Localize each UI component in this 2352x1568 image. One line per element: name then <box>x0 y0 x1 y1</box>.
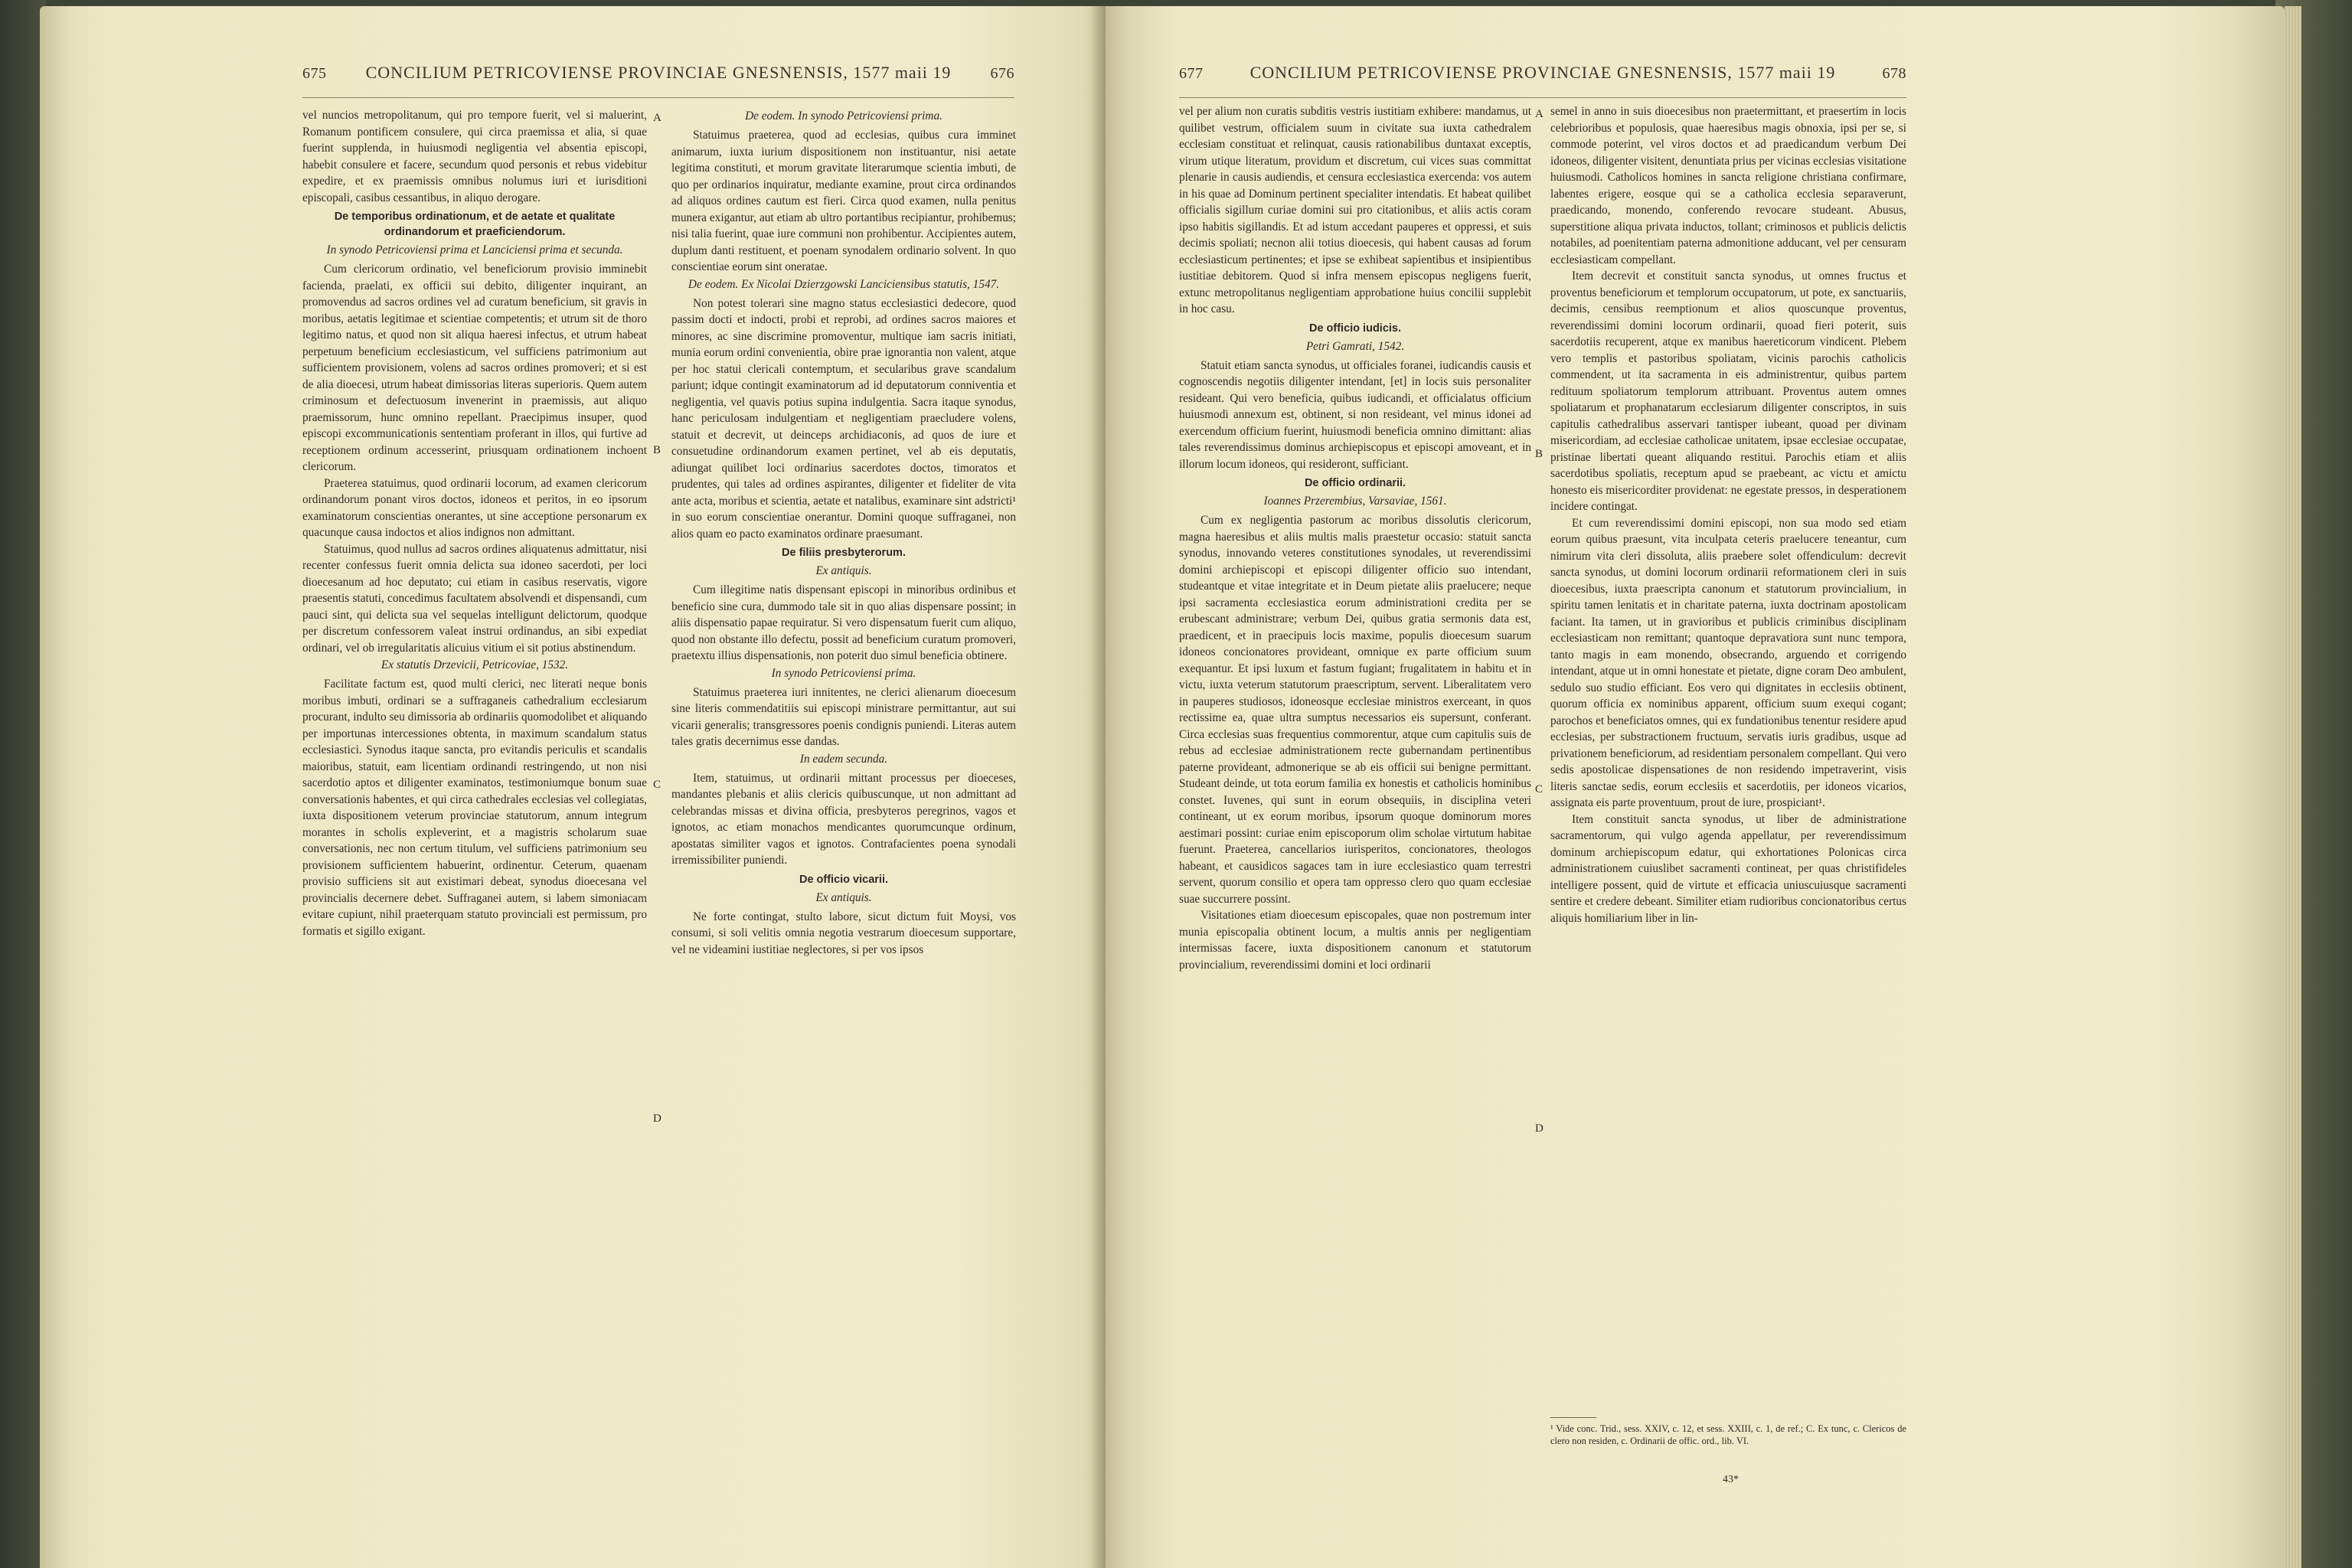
paragraph: Statuimus praeterea iuri innitentes, ne clerici alienarum dioecesum sine literis commendatitiis sui episcopi ministrare permittantur, aut sui vicarii generalis; transgressores poenis condignis puniendi. Literas autem tales gratis decernimus esse dandas. <box>671 685 1016 748</box>
paragraph: Statuimus, quod nullus ad sacros ordines aliquatenus admittatur, nisi recenter confessus fuerit omnia delicta sua idoneo sacerdoti, per loci dioecesanum ad hoc deputato; cui etiam in casibus reservatis, vigore praesentis statuti, concedimus facultatem absolvendi et dispensandi, cum pauci sint, qui delicta sua vel sequelas intelligunt delictorum, quodque per discretum confessorem valeat instrui ordinandus, an sibi expediat ordinari, vel ob irregularitatis alicuius vitium ei sit potius abstinendum. <box>302 542 647 655</box>
paragraph: vel nuncios metropolitanum, qui pro tempore fuerit, vel si maluerint, Romanum pontificem consulere, qui circa praemissa et alia, si quae fuerint supplenda, in huiusmodi negligentia vel absentia episcopi, habebit consulere et facere, secundum quod personis et rebus videbitur expedire, et ex praemissis omnibus nolumus iuri et iurisditioni episcopali, casibus cessantibus, in aliquo derogare. <box>302 109 647 204</box>
section-heading: De temporibus ordinationum, et de aetate et qualitate ordinandorum et praeficiendorum. <box>334 211 616 238</box>
right-page-header <box>1179 63 1906 93</box>
paragraph: Ne forte contingat, stulto labore, sicut dictum fuit Moysi, vos consumi, si soli velitis omnia negotia vestrarum dioecesum supportare, vel ne videamini iustitiae neglectores, si per vos ipsos <box>671 910 1016 956</box>
margin-letter-d-right: D <box>1535 1122 1544 1135</box>
page-edges <box>2285 6 2301 1568</box>
paragraph: Item decrevit et constituit sancta synodus, ut omnes fructus et proventus beneficiorum et templorum occupatorum, ut pote, ex sanctuariis, decimis, censibus reemptionum et alios quoscunque proventus, reverendissimi domini locorum ordinarii, quoad fieri poterit, suis sacerdotiis recuperent, atque ex manibus haereticorum vindicent. Plebem vero templis et pastoribus spoliatam, vicinis parochis catholicis commendent, ut ita sacramenta in eis administrentur, quibus partem redituum spoliatorum templorum attribuant. Proventus autem omnes spoliatarum et prophanatarum ecclesiarum diligenter conscriptos, in suis capitulis cathedralibus asservari tantisper iubeant, quoad per divinam misericordiam, ad ecclesiae catholicae unitatem, ipsae ecclesiae occupatae, pristinae libertati queant aliquando restitui. Parochis etiam et aliis sacerdotibus spoliatis, receptum apud se praebeant, ac victu et amictu honesto eis misericorditer providenat: ne egestate pressos, in desperationem incidere contingat. <box>1550 270 1906 513</box>
source-citation: Ex antiquis. <box>815 890 872 904</box>
source-citation: Ioannes Przerembius, Varsaviae, 1561. <box>1263 495 1447 508</box>
left-page-column-a <box>302 107 647 1470</box>
source-citation: In synodo Petricoviensi prima et Lanciciensi prima et secunda. <box>326 243 623 256</box>
paragraph: Cum clericorum ordinatio, vel beneficiorum provisio imminebit facienda, praelati, ex officii sui debito, diligenter inquirant, an promovendus ad sacros ordines vel ad curatum beneficium, sit gravis in moribus, aetatis legitimae et scientiae competentis; et utrum sit de thoro legitimo natus, et quod non sit aliqua haeresi infectus, et utrum habeat perpetuum beneficium ecclesiasticum, vel sufficiens patrimonium aut sufficientem provisionem, volens ad sacros ordines promoveri; et si est de alia dioecesi, utrum habeat dimissorias literas superioris. Quem autem criminosum et defectuosum invenerint in praemissis, aut aliquo praemissorum, hunc omnino repellant. Praecipimus insuper, quod episcopi excommunicationis sententiam proferant in illos, qui furtive ad receptionem ordinum accesserint, priusquam ordinationem inchoent clericorum. <box>302 263 647 473</box>
footnote: ¹ Vide conc. Trid., sess. XXIV, c. 12, et sess. XXIII, c. 1, de ref.; C. Ex tunc, c. Clericos de clero non residen, c. Ordinarii de offic. ord., lib. VI. <box>1550 1423 1906 1446</box>
signature-mark: 43* <box>1723 1474 1739 1485</box>
paragraph: Facilitate factum est, quod multi clerici, nec literati neque bonis moribus imbuti, ordinari se a suffraganeis cathedralium ecclesiarum procurant, indulto seu dimissoria ab ordinariis quomodolibet et aliquando per importunas intercessiones obtenta, in maximum scandalum status ecclesiastici. Synodus itaque sancta, pro evitandis periculis et scandalis maioribus, statuit, eam licentiam ordinandi restringendo, ut non nisi sacerdotio aptos et diligenter examinatos, testimoniumque bonum suae conversationis habentes, et qui circa cathedrales ecclesias vel collegiatas, iuxta dispositionem veterum provinciae statutorum, annum integrum morantes in scholis expleverint, et a magistris scholarum suae conversationis, nec non certum titulum, vel sufficiens patrimonium seu provisionem sufficientem habuerint, ordinentur. Ceterum, quaenam provisio sufficiens sit aut existimari debeat, synodus dioecesana vel provincialis decernere debet. Suffraganei autem, si labem simoniacam evitare cupiunt, nihil praeterquam statuto provinciali est permissum, pro formatis et sigillo exigant. <box>302 678 647 938</box>
right-page-column-b <box>1550 103 1906 1405</box>
margin-letter-c-right: C <box>1535 783 1544 795</box>
paragraph: Visitationes etiam dioecesum episcopales, quae non postremum inter munia episcopalia obtinent locum, a multis annis per negligentiam intermissas facere, iuxta dispositionem canonum et statutorum provincialium, reverendissimi domini et loci ordinarii <box>1179 909 1531 972</box>
paragraph: Item constituit sancta synodus, ut liber de administratione sacramentorum, qui vulgo agenda appellatur, per reverendissimum dominum archiepiscopum edatur, qui exhortationes Polonicas circa administrationem cuiuslibet sacramenti contineat, per quas christifideles intelligere possent, quid de virtute et efficacia uniuscuiusque sacramenti sentire et credere debeant. Similiter etiam rudioribus concionatoribus certus aliquis homiliarium liber in lin- <box>1550 812 1906 925</box>
page-number-677: 677 <box>1179 65 1204 82</box>
page-number-678: 678 <box>1882 65 1906 82</box>
source-citation: De eodem. Ex Nicolai Dzierzgowski Lanciciensibus statutis, 1547. <box>688 277 1000 291</box>
paragraph: Et cum reverendissimi domini episcopi, non sua modo sed etiam eorum quibus praesunt, vita inculpata ceteris praelucere teneantur, cum nimirum vita cleri dissoluta, aliis praebere solet offendiculum: decrevit sancta synodus, ut domini locorum ordinarii reformationem cleri in suis dioecesibus, iuxta praescripta canonum et statutorum provincialium, in spiritu tamen lenitatis et in charitate paterna, iuxta doctrinam apostolicam faciant. Ita tamen, ut in gravioribus et publicis criminibus disciplinam ecclesiasticam non remittant; quantoque depravatiora sunt nunc tempora, tanto magis in eam monendo, obsecrando, arguendo et corrigendo intendant, atque ut in omni honestate et pietate, digne coram Deo ambulent, sedulo suo studio efficiant. Eos vero qui dignitates in ecclesiis obtinent, quorum officia ex nominibus apparent, officium suum exequi cogant; parochos et beneficiatos omnes, qui ex fundationibus tenentur residere apud ecclesias, per substractionem fructuum, servatis iuris gradibus, usque ad privationem beneficiorum, ad residentiam personalem compellant. Qui vero sedis apostolicae dispensationes de non residendo impetraverint, visis literis sanctae sedis, eorum ecclesiis et sacerdotiis, per idoneos vicarios, assignata eis parte proventuum, prout de iure, prospiciant¹. <box>1550 516 1906 809</box>
paragraph: Statuit etiam sancta synodus, ut officiales foranei, iudicandis causis et cognoscendis negotiis diligenter intendant, [et] in locis suis personaliter resideant. Qui vero beneficia, quibus iudicandi, et officialatus officium huiusmodi annexum est, obtinent, si non resideant, vel minus idonei ad exercendum officium fuerint, huiusmodi beneficia omnino dimittant: alias tales reverendissimus dominus archiepiscopus et episcopi amoveant, et in illorum locum idoneos, qui resideront, sufficiant. <box>1179 358 1531 471</box>
paragraph: Item, statuimus, ut ordinarii mittant processus per dioeceses, mandantes plebanis et aliis clericis quibuscunque, ut non admittant ad celebrandas missas et divina officia, presbyteros peregrinos, vagos et ignotos, ac etiam monachos mendicantes quorumcunque ordinum, apostatas similiter vagos et ignotos. Contrafacientes poena synodali irremissibiliter puniendi. <box>671 771 1016 867</box>
section-heading: De officio iudicis. <box>1308 322 1402 335</box>
section-heading: De filiis presbyterorum. <box>782 547 906 559</box>
footnote-block <box>1550 1413 1906 1459</box>
page-number-675: 675 <box>302 65 327 82</box>
page-number-676: 676 <box>990 65 1014 82</box>
margin-letter-a-right: A <box>1535 108 1544 120</box>
margin-letter-c-left: C <box>653 779 662 791</box>
source-citation: In synodo Petricoviensi prima. <box>771 666 916 680</box>
left-page-header <box>302 63 1014 93</box>
margin-letter-d-left: D <box>653 1112 662 1125</box>
left-page-column-b <box>671 107 1016 1470</box>
margin-letter-b-left: B <box>653 444 662 456</box>
running-title-right: CONCILIUM PETRICOVIENSE PROVINCIAE GNESNENSIS, 1577 maii 19 <box>1250 63 1836 82</box>
source-citation: Ex antiquis. <box>815 564 872 577</box>
source-citation: Petri Gamrati, 1542. <box>1305 339 1405 353</box>
section-heading: De officio ordinarii. <box>1304 477 1406 489</box>
margin-letter-b-right: B <box>1535 448 1544 460</box>
paragraph: Cum illegitime natis dispensant episcopi in minoribus ordinibus et beneficio sine cura, dummodo tale sit in quo alias dispensare possint; in aliis dispensatio papae requiratur. Si vero dispensatum fuerit cum aliquo, quod non obstante illo defectu, possit ad beneficium curatum promoveri, praetextu illius dispensationis, non poterit duo simul beneficia obtinere. <box>671 583 1016 662</box>
paragraph: vel per alium non curatis subditis vestris iustitiam exhibere: mandamus, ut quilibet vestrum, officialem suum in civitate sua iuxta cathedralem ecclesiam constituat et relinquat, causis rationabilibus duntaxat exceptis, virum utique literatum, providum et discretum, cui vices suas committat plenarie in causis audiendis, et censura ecclesiastica exercenda: vos autem in his quae ad Dominum pertinent specialiter intendatis. Et habeat quilibet officialis sigillum curiae domini sui pro citationibus, et aliis actis coram ipso habitis sigillandis. Et ad istum accedant pauperes et oppressi, et suis decimis spoliati; necnon alii totius dioecesis, qui habent causas ad forum ecclesiasticum pertinentes; et ipse se exhibeat sapientibus et insipientibus iustitiae debitorem. Quod si infra mensem episcopus negligens fuerit, extunc metropolitanus negligentiam approbatione huius concilii supplebit in hoc casu. <box>1179 105 1531 315</box>
paragraph: Non potest tolerari sine magno status ecclesiastici dedecore, quod passim docti et indocti, probi et reprobi, ad ordines sacros maiores et minores, ac sine discrimine promoventur, multique iam sacris initiati, munia eorum ordini convenientia, obire prae ignorantia non valent, atque per hoc statui clericali contemptum, et secularibus grave scandalum pariunt; idque contingit examinatorum ad id deputatorum conniventia et negligentia, vel quavis potius supina indulgentia. Sacra itaque synodus, hanc periculosam indulgentiam et negligentiam praecludere volens, statuit et decrevit, ut deinceps archidiaconis, ad quos de iure et consuetudine ordinandorum examen pertinet, vel ab eis deputatis, adiungat quilibet loci ordinarius sacerdotes doctos, timoratos et prudentes, qui tales ad ordines aspirantes, diligenter et fideliter de vita ante acta, moribus et scientia, aetate et natalibus, examinare sint adstricti¹ in suo eorum conscientiae onerantur. Domini quoque suffraganei, non alios quam eo pacto examinatos ordinare praesumant. <box>671 296 1016 541</box>
right-page-column-a <box>1179 103 1531 1481</box>
running-title-left: CONCILIUM PETRICOVIENSE PROVINCIAE GNESNENSIS, 1577 maii 19 <box>365 63 952 82</box>
paragraph: Praeterea statuimus, quod ordinarii locorum, ad examen clericorum ordinandorum ponant viros doctos, idoneos et peritos, in eo ipsorum examinatorum conscientias onerantes, ut sine acceptione personarum ex quacunque causa indoctos et alios indignos non admittant. <box>302 476 647 539</box>
source-citation: In eadem secunda. <box>799 752 888 766</box>
source-citation: De eodem. In synodo Petricoviensi prima. <box>745 109 942 122</box>
paragraph: semel in anno in suis dioecesibus non praetermittant, et praesertim in locis celebrioribus et populosis, quae haeresibus magis obnoxia, ipsi per se, si commode poterint, vel viros doctos et ad praedicandum verbum Dei idoneos, diligenter visitent, denuntiata prius per vicinas ecclesias visitatione huiusmodi. Catholicos homines in sancta religione christiana confirmare, labentes erigere, eosque qui se a catholica ecclesia separaverunt, praedicando, monendo, conferendo revocare studeant. Abusus, superstitione aliqua privata inductos, tollant; criminosos et publicis delictis notabiles, ad poenitentiam paterna admonitione adducant, vel per censuram ecclesiasticam compellant. <box>1550 105 1906 266</box>
margin-letter-a-left: A <box>653 112 662 124</box>
paragraph: Statuimus praeterea, quod ad ecclesias, quibus cura imminet animarum, iuxta iurium dispositionem non instituantur, nisi aetate legitima constituti, et morum gravitate literarumque scientia imbuti, de quo per ordinarios inquiratur, mediante examine, prout circa ordinandos ad aliquos ordines cautum est fieri. Circa quod examen, nulla penitus munera exigantur, aut etiam ab ultro portantibus recipiantur, prohibemus; nisi talia fuerint, quae iure communi non prohibentur. Accipientes autem, duplum danti restituent, et poenam synodalem ordinario solvent. In quo conscientiae eorum sint oneratae. <box>671 129 1016 273</box>
paragraph: Cum ex negligentia pastorum ac moribus dissolutis clericorum, magna haeresibus et aliis multis malis praestetur occasio: statuit sancta synodus, innovando veteres constitutiones synodales, ut reverendissimi domini archiepiscopi et episcopi diligenter officio suo intendant, studeantque et vitae integritate et in Deum pietate aliis praelucere; neque ipsi sacramenta ecclesiastica eorum administrationi credita per se erubescant administrare; verbum Dei, quibus gratia sermonis data est, praedicent, et in praecipuis locis maxime, populis dioecesum suarum idoneos concionatores provideant, omnique ex parte officium suum exequantur. Et ipsi luxum et fastum fugiant; frugalitatem in habitu et in victu, iuxta veterum statutorum praescriptum, servent. Liberalitatem vero in pauperes studiosos, idoneosque ecclesiae ministros exerceant, in quos rectissime ea, quae ultra sumptus necessarios eis supersunt, conferant. Circa ecclesias suas frequentius commorentur, atque cum capitulis suis de rebus ad ecclesiae administrationem recte gubernandam pertinentibus paterne provideant, admonerique se ab eis officii sui benigne permittant. Studeant deinde, ut tota eorum familia ex honestis et catholicis hominibus constet. Iuvenes, qui sunt in eorum obsequiis, in disciplina veteri contineant, ut ex eorum moribus, ipsorum quoque dominorum mores aestimari possint: curiae enim episcoporum olim scholae virtutum habitae fuerunt. Praeterea, cancellarios iurisperitos, concionatores, theologos habeant, et causidicos sagaces tam in iure ecclesiastico quam terrestri servent, quorum consilio et opera tam oppresso clero quo quam ecclesiae suae succurrere possint. <box>1179 514 1531 906</box>
section-heading: De officio vicarii. <box>799 873 889 886</box>
source-citation: Ex statutis Drzevicii, Petricoviae, 1532. <box>381 658 569 671</box>
table-surface-left <box>0 0 46 1568</box>
